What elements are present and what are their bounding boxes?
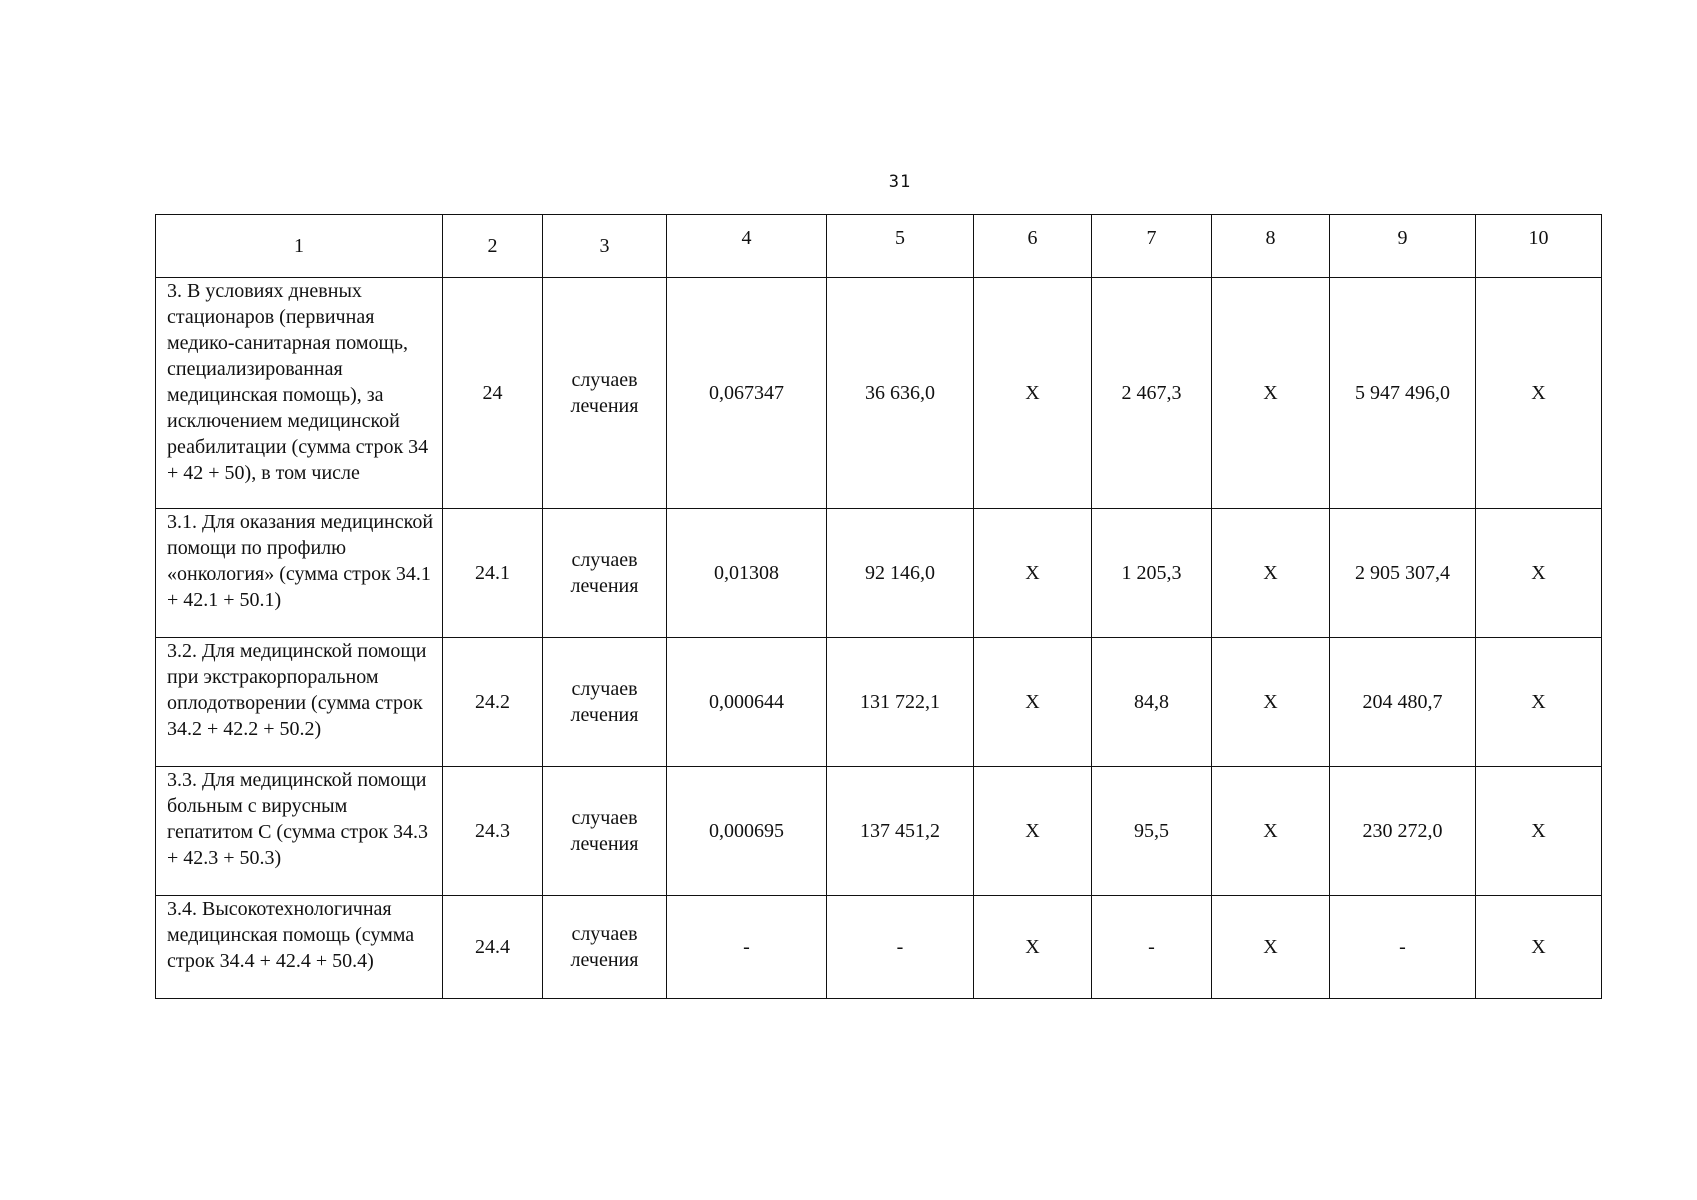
- row-name: 3.2. Для медицинской помощи при экстракорпоральном оплодотворении (сумма строк 34.2 + 42.2 + 50.2): [156, 638, 443, 767]
- row-name: 3.4. Высокотехнологичная медицинская помощь (сумма строк 34.4 + 42.4 + 50.4): [156, 896, 443, 999]
- row-unit: [543, 767, 667, 896]
- row-unit: [543, 896, 667, 999]
- cell-col6: X: [974, 767, 1092, 896]
- cell-col5: 92 146,0: [827, 509, 974, 638]
- column-header: 9: [1330, 215, 1476, 278]
- header-row: [156, 215, 1602, 278]
- row-name: 3.1. Для оказания медицинской помощи по профилю «онкология» (сумма строк 34.1 + 42.1 + 50.1): [156, 509, 443, 638]
- cell-col9: 204 480,7: [1330, 638, 1476, 767]
- table-row: [156, 638, 1602, 767]
- cell-col8: X: [1212, 638, 1330, 767]
- cell-col9: 2 905 307,4: [1330, 509, 1476, 638]
- row-name: 3. В условиях дневных стационаров (первичная медико-санитарная помощь, специализированная медицинская помощь), за исключением медицинской реабилитации (сумма строк 34 + 42 + 50), в том числе: [156, 278, 443, 509]
- table-row: [156, 509, 1602, 638]
- cell-col10: X: [1476, 278, 1602, 509]
- column-header: 1: [156, 215, 443, 278]
- unit-text: случаев лечения: [570, 549, 639, 597]
- unit-text: случаев лечения: [570, 923, 639, 971]
- data-table: [155, 214, 1602, 999]
- row-code: 24.1: [443, 509, 543, 638]
- cell-col8: X: [1212, 278, 1330, 509]
- cell-col6: X: [974, 638, 1092, 767]
- column-header: 6: [974, 215, 1092, 278]
- cell-col4: 0,000644: [667, 638, 827, 767]
- row-unit: [543, 278, 667, 509]
- unit-text: случаев лечения: [570, 678, 639, 726]
- cell-col7: 2 467,3: [1092, 278, 1212, 509]
- unit-text: случаев лечения: [570, 807, 639, 855]
- cell-col8: X: [1212, 509, 1330, 638]
- cell-col4: 0,067347: [667, 278, 827, 509]
- cell-col4: 0,000695: [667, 767, 827, 896]
- column-header: 10: [1476, 215, 1602, 278]
- unit-text: случаев лечения: [570, 369, 639, 417]
- cell-col4: 0,01308: [667, 509, 827, 638]
- table-row: [156, 278, 1602, 509]
- cell-col5: -: [827, 896, 974, 999]
- column-header: 2: [443, 215, 543, 278]
- cell-col7: 84,8: [1092, 638, 1212, 767]
- column-header: 7: [1092, 215, 1212, 278]
- cell-col10: X: [1476, 509, 1602, 638]
- cell-col6: X: [974, 509, 1092, 638]
- cell-col9: 5 947 496,0: [1330, 278, 1476, 509]
- cell-col6: X: [974, 896, 1092, 999]
- column-header: 5: [827, 215, 974, 278]
- row-code: 24: [443, 278, 543, 509]
- table-row: [156, 767, 1602, 896]
- cell-col7: 1 205,3: [1092, 509, 1212, 638]
- column-header: 3: [543, 215, 667, 278]
- cell-col9: 230 272,0: [1330, 767, 1476, 896]
- cell-col4: -: [667, 896, 827, 999]
- cell-col5: 137 451,2: [827, 767, 974, 896]
- cell-col10: X: [1476, 638, 1602, 767]
- cell-col6: X: [974, 278, 1092, 509]
- cell-col8: X: [1212, 767, 1330, 896]
- cell-col5: 36 636,0: [827, 278, 974, 509]
- cell-col5: 131 722,1: [827, 638, 974, 767]
- row-code: 24.2: [443, 638, 543, 767]
- cell-col8: X: [1212, 896, 1330, 999]
- row-unit: [543, 509, 667, 638]
- column-header: 8: [1212, 215, 1330, 278]
- column-header: 4: [667, 215, 827, 278]
- cell-col10: X: [1476, 767, 1602, 896]
- row-name: 3.3. Для медицинской помощи больным с вирусным гепатитом С (сумма строк 34.3 + 42.3 + 50.3): [156, 767, 443, 896]
- cell-col10: X: [1476, 896, 1602, 999]
- cell-col7: -: [1092, 896, 1212, 999]
- page-number: 31: [888, 172, 912, 192]
- cell-col7: 95,5: [1092, 767, 1212, 896]
- cell-col9: -: [1330, 896, 1476, 999]
- row-code: 24.4: [443, 896, 543, 999]
- row-unit: [543, 638, 667, 767]
- table-row: [156, 896, 1602, 999]
- row-code: 24.3: [443, 767, 543, 896]
